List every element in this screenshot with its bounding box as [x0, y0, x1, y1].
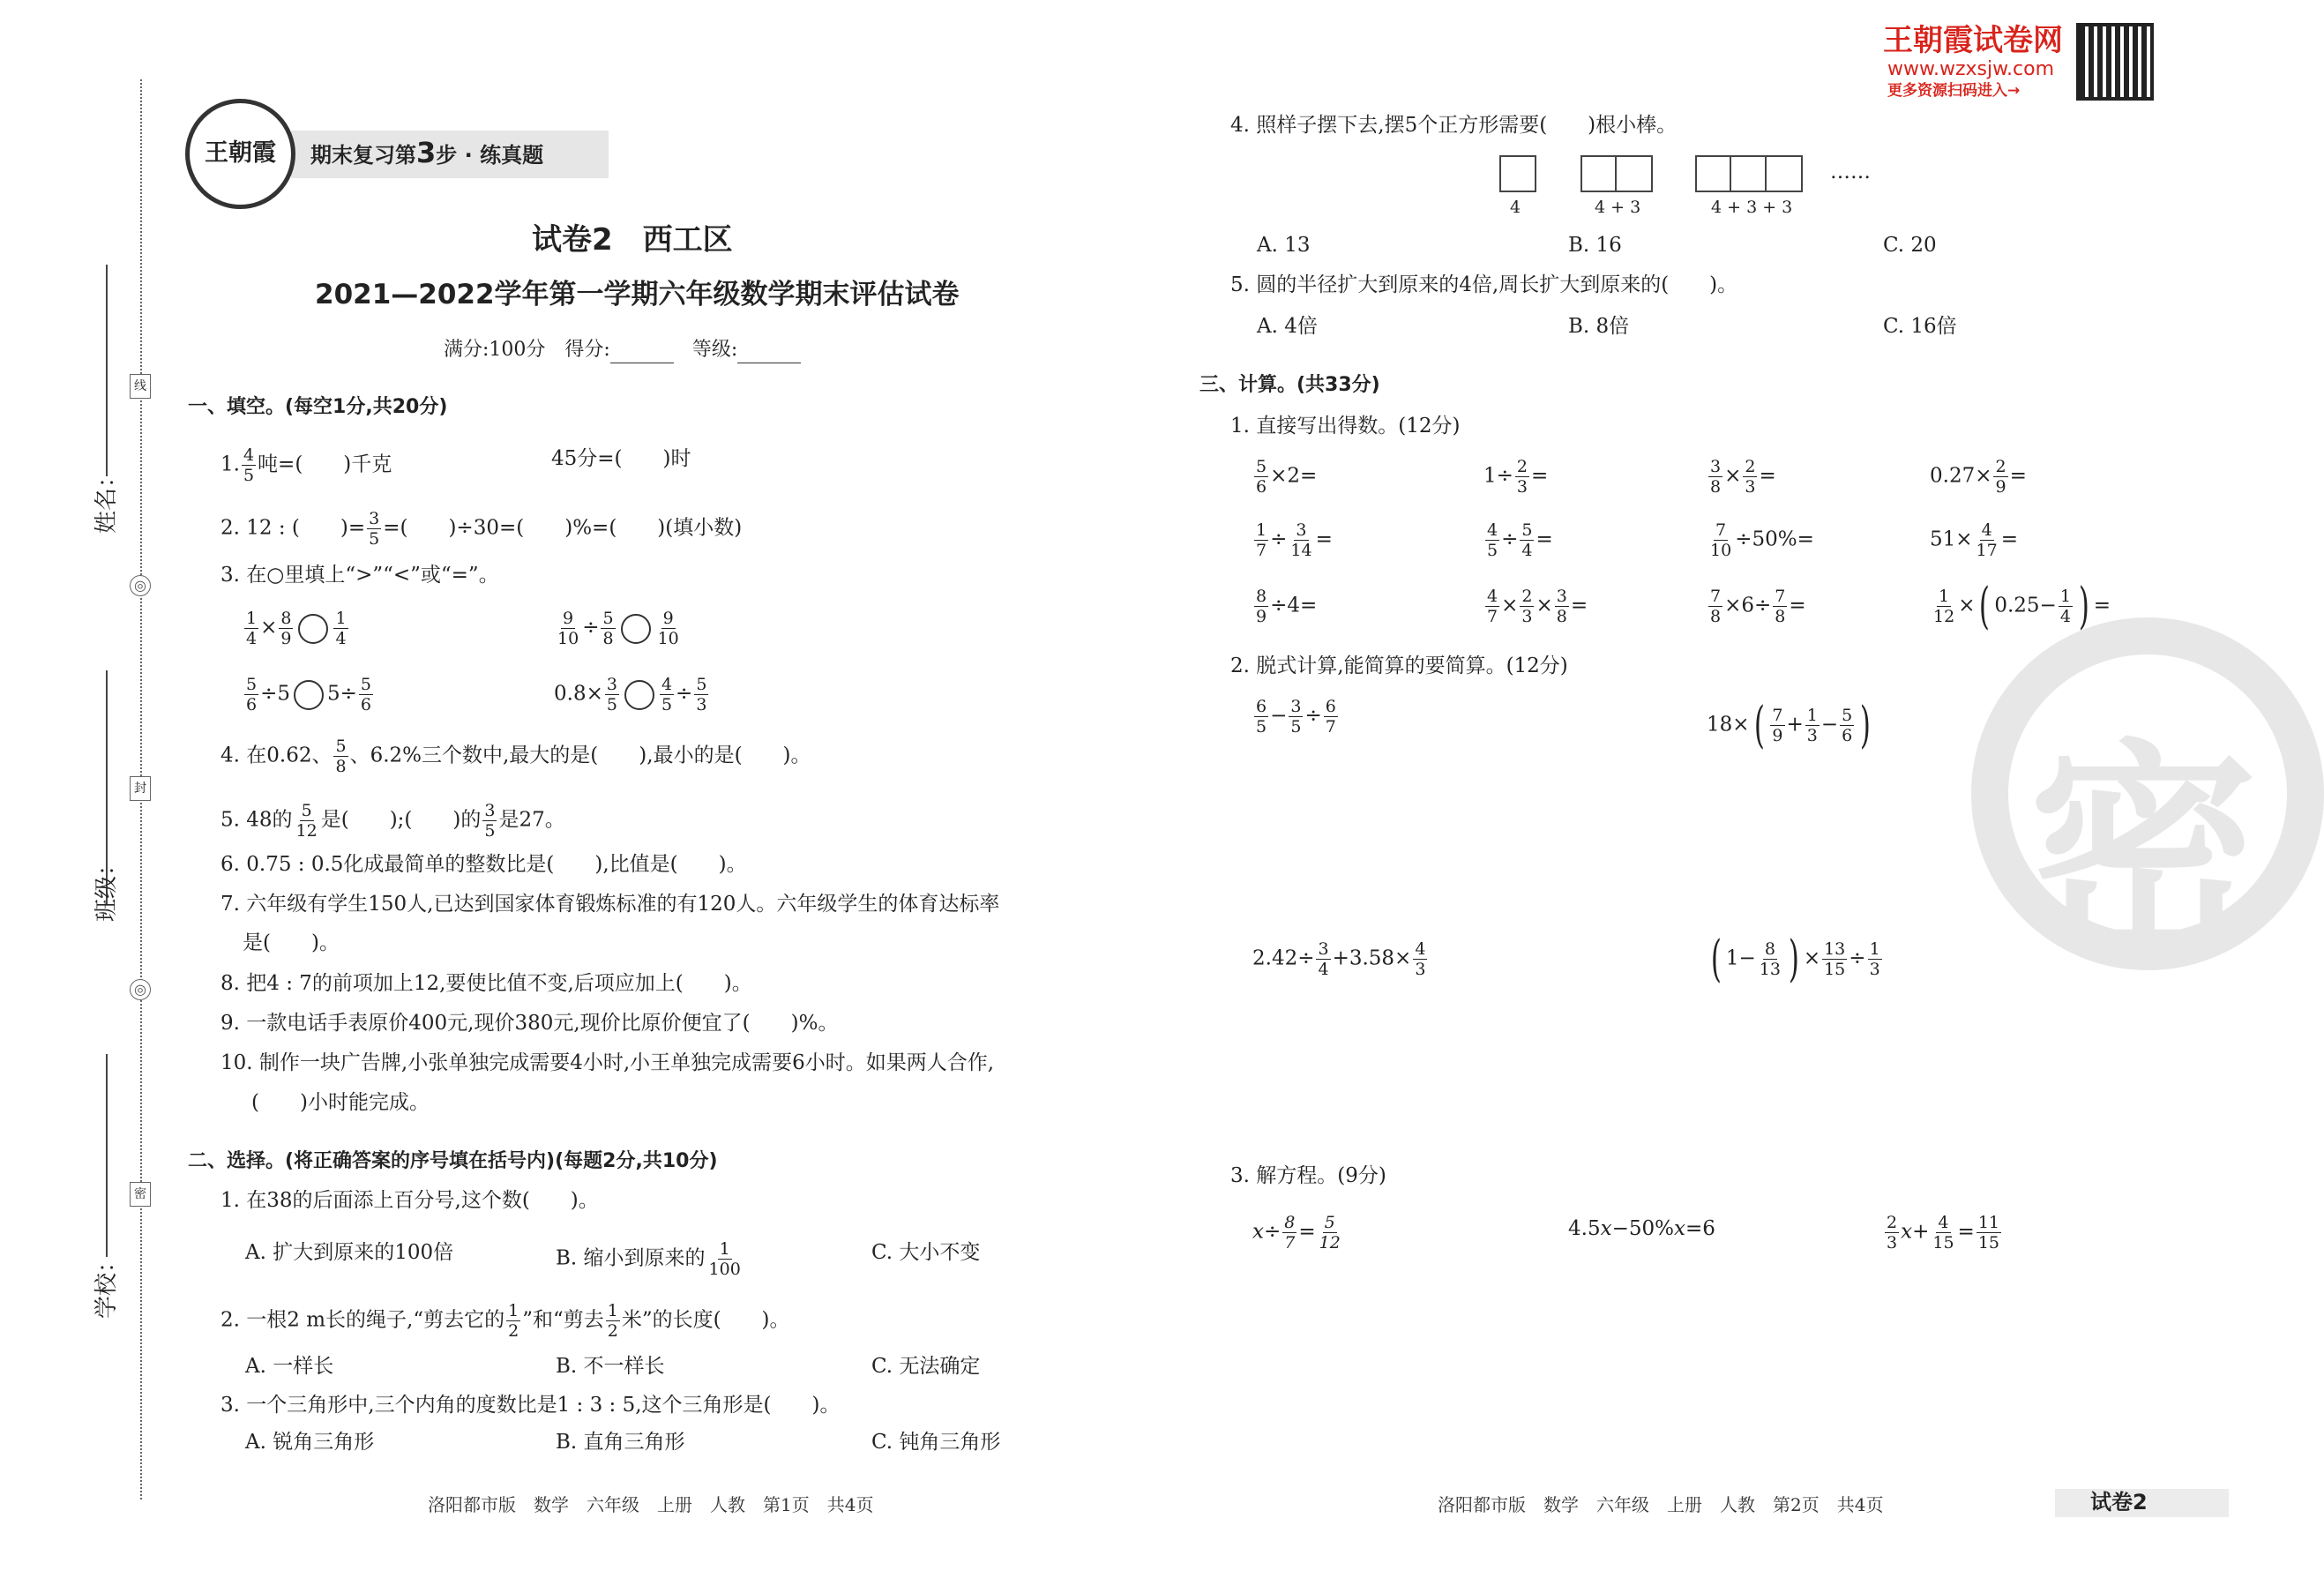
q1-7a: 7. 六年级有学生150人,已达到国家体育锻炼标准的有120人。六年级学生的体育达标率	[220, 893, 1000, 916]
seal-box-line: 线	[130, 374, 151, 399]
pattern-label-3: 4 + 3 + 3	[1711, 198, 1793, 217]
compare-circle[interactable]	[624, 680, 654, 710]
q1-10a: 10. 制作一块广告牌,小张单独完成需要4小时,小王单独完成需要6小时。如果两人合作,	[220, 1051, 995, 1074]
site-hint: 更多资源扫码进入→	[1887, 82, 2021, 100]
q1-3a: $\frac{1}{4}$ × $\frac{8}{9}$ $\frac{1}{4}$	[246, 609, 347, 648]
q1-10b: ( )小时能完成。	[251, 1091, 430, 1114]
section-3-title: 三、计算。(共33分)	[1199, 374, 1380, 396]
stepcalc-2: 18×( $\frac{7}{9}$ + $\frac{1}{3}$ − $\frac{5}{6}$ )	[1707, 696, 1872, 754]
section-2-title: 二、选择。(将正确答案的序号填在括号内)(每题2分,共10分)	[188, 1150, 718, 1172]
review-banner-text: 期末复习第3步 · 练真题	[310, 136, 544, 169]
q2-5-stem: 5. 圆的半径扩大到原来的4倍,周长扩大到原来的( )。	[1230, 273, 1738, 296]
q1-3c: $\frac{5}{6}$ ÷5 5÷ $\frac{5}{6}$	[246, 675, 371, 714]
q2-4-stem: 4. 照样子摆下去,摆5个正方形需要( )根小棒。	[1230, 114, 1678, 137]
s3-part2-title: 2. 脱式计算,能简算的要简算。(12分)	[1230, 654, 1568, 677]
q1-7b: 是( )。	[243, 931, 340, 954]
q1-1: 1. $\frac{4}{5}$ 吨=( )千克	[220, 445, 392, 485]
calc-7: $\frac{7}{10}$ ÷50%=	[1710, 520, 1814, 560]
score-line: 满分:100分 得分: 等级:	[444, 337, 801, 363]
q2-5-option-a: A. 4倍	[1257, 315, 1318, 338]
q2-4-option-b: B. 16	[1568, 234, 1622, 257]
calc-4: 0.27× $\frac{2}{9}$ =	[1930, 457, 2027, 497]
q1-3b: $\frac{9}{10}$ ÷ $\frac{5}{8}$ $\frac{9}{10}$	[557, 609, 679, 648]
pattern-ellipsis: ……	[1830, 161, 1871, 183]
binding-hole-icon: ◎	[130, 979, 151, 1000]
q2-2-stem: 2. 一根2 m长的绳子,“剪去它的 $\frac{1}{2}$ ”和“剪去 $\frac{1}{2}$ 米”的长度( )。	[220, 1301, 790, 1341]
pattern-label-1: 4	[1510, 198, 1521, 217]
binding-hole-icon: ◎	[130, 575, 151, 596]
equation-2: 4.5x−50%x=6	[1568, 1217, 1715, 1240]
calc-3: $\frac{3}{8}$ × $\frac{2}{3}$ =	[1710, 457, 1776, 497]
q1-9: 9. 一款电话手表原价400元,现价380元,现价比原价便宜了( )%。	[220, 1012, 839, 1035]
q1-6: 6. 0.75 : 0.5化成最简单的整数比是( ),比值是( )。	[220, 853, 747, 876]
q1-8: 8. 把4 : 7的前项加上12,要使比值不变,后项应加上( )。	[220, 972, 752, 995]
s3-part1-title: 1. 直接写出得数。(12分)	[1230, 415, 1461, 438]
calc-9: $\frac{8}{9}$ ÷4=	[1256, 587, 1318, 626]
calc-1: $\frac{5}{6}$ ×2=	[1256, 457, 1318, 497]
s3-part3-title: 3. 解方程。(9分)	[1230, 1164, 1386, 1187]
pattern-label-2: 4 + 3	[1595, 198, 1641, 217]
q1-3-stem: 3. 在○里填上“>”“<”或“=”。	[220, 564, 499, 587]
q2-4-option-a: A. 13	[1257, 234, 1311, 257]
compare-circle[interactable]	[621, 614, 651, 644]
calc-2: 1÷ $\frac{2}{3}$ =	[1483, 457, 1549, 497]
calc-5: $\frac{1}{7}$ ÷ $\frac{3}{14}$ =	[1256, 520, 1333, 560]
q2-2-option-c: C. 无法确定	[871, 1355, 981, 1378]
school-label: 学校：	[93, 1249, 120, 1319]
name-label: 姓名：	[93, 464, 120, 534]
section-1-title: 一、填空。(每空1分,共20分)	[188, 396, 448, 418]
q2-4-option-c: C. 20	[1883, 234, 1937, 257]
matchstick-squares-2	[1580, 155, 1653, 192]
q2-2-option-b: B. 不一样长	[556, 1355, 665, 1378]
calc-8: 51× $\frac{4}{17}$ =	[1930, 520, 2019, 560]
q2-3-option-b: B. 直角三角形	[556, 1431, 685, 1454]
q1-1b: 45分=( )时	[551, 447, 691, 470]
q2-1-stem: 1. 在38的后面添上百分号,这个数( )。	[220, 1189, 599, 1212]
exam-title: 2021—2022学年第一学期六年级数学期末评估试卷	[315, 279, 960, 310]
q2-1-option-a: A. 扩大到原来的100倍	[245, 1241, 454, 1264]
seal-box-seal: 封	[130, 776, 151, 801]
footer-left: 洛阳都市版 数学 六年级 上册 人教 第1页 共4页	[428, 1494, 874, 1515]
stepcalc-3: 2.42÷ $\frac{3}{4}$ +3.58× $\frac{4}{3}$	[1252, 939, 1426, 979]
matchstick-squares-3	[1695, 155, 1803, 192]
q2-3-stem: 3. 一个三角形中,三个内角的度数比是1 : 3 : 5,这个三角形是( )。	[220, 1394, 841, 1417]
q2-5-option-c: C. 16倍	[1883, 315, 1957, 338]
equation-3: $\frac{2}{3}$ x+ $\frac{4}{15}$ = $\frac{11}{15}$	[1887, 1213, 2000, 1253]
stepcalc-1: $\frac{6}{5}$ − $\frac{3}{5}$ ÷ $\frac{6}{7}$	[1256, 697, 1336, 737]
compare-circle[interactable]	[298, 614, 328, 644]
seal-box-secret: 密	[130, 1182, 151, 1207]
q2-1-option-b: B. 缩小到原来的 $\frac{1}{100}$	[556, 1239, 741, 1279]
calc-11: $\frac{7}{8}$ ×6÷ $\frac{7}{8}$ =	[1710, 587, 1806, 626]
q2-3-option-c: C. 钝角三角形	[871, 1431, 1001, 1454]
qr-code-icon[interactable]	[2080, 26, 2150, 97]
q2-1-option-c: C. 大小不变	[871, 1241, 981, 1264]
compare-circle[interactable]	[294, 680, 324, 710]
q2-2-option-a: A. 一样长	[245, 1355, 334, 1378]
calc-6: $\frac{4}{5}$ ÷ $\frac{5}{4}$ =	[1487, 520, 1553, 560]
site-url[interactable]: www.wzxsjw.com	[1887, 58, 2055, 80]
footer-right: 洛阳都市版 数学 六年级 上册 人教 第2页 共4页	[1438, 1494, 1884, 1515]
q1-5: 5. 48的 $\frac{5}{12}$ 是( );( )的 $\frac{3}{5}$ 是27。	[220, 801, 565, 841]
calc-10: $\frac{4}{7}$ × $\frac{2}{3}$ × $\frac{3}{8}$ =	[1487, 587, 1588, 626]
q1-2: 2. 12 : ( )= $\frac{3}{5}$ =( )÷30=( )%=( )(填小数)	[220, 509, 743, 549]
name-fill-line	[106, 265, 108, 476]
stepcalc-4: ( 1− $\frac{8}{13}$ ) × $\frac{13}{15}$ ÷ $\frac{1}{3}$	[1710, 930, 1880, 988]
calc-12: $\frac{1}{12}$ ×( 0.25− $\frac{1}{4}$ ) =	[1933, 577, 2111, 635]
watermark-glyph: 密	[2029, 719, 2258, 988]
paper-title: 试卷2 西工区	[532, 222, 733, 258]
matchstick-square	[1499, 155, 1536, 192]
q2-3-option-a: A. 锐角三角形	[245, 1431, 375, 1454]
class-label: 班级：	[93, 852, 120, 922]
q1-3d: 0.8× $\frac{3}{5}$ $\frac{4}{5}$ ÷ $\frac{5}{3}$	[554, 675, 707, 714]
q1-4: 4. 在0.62、 $\frac{5}{8}$ 、6.2%三个数中,最大的是( ),最小的是( )。	[220, 737, 811, 776]
brand-badge-icon: 王朝霞	[185, 99, 295, 209]
paper-tag: 试卷2	[2090, 1490, 2148, 1514]
equation-1: x÷ $\frac{8}{7}$ = $\frac{5}{12}$	[1252, 1213, 1341, 1253]
school-fill-line	[106, 1054, 108, 1257]
site-name: 王朝霞试卷网	[1883, 23, 2063, 58]
q2-5-option-b: B. 8倍	[1568, 315, 1630, 338]
